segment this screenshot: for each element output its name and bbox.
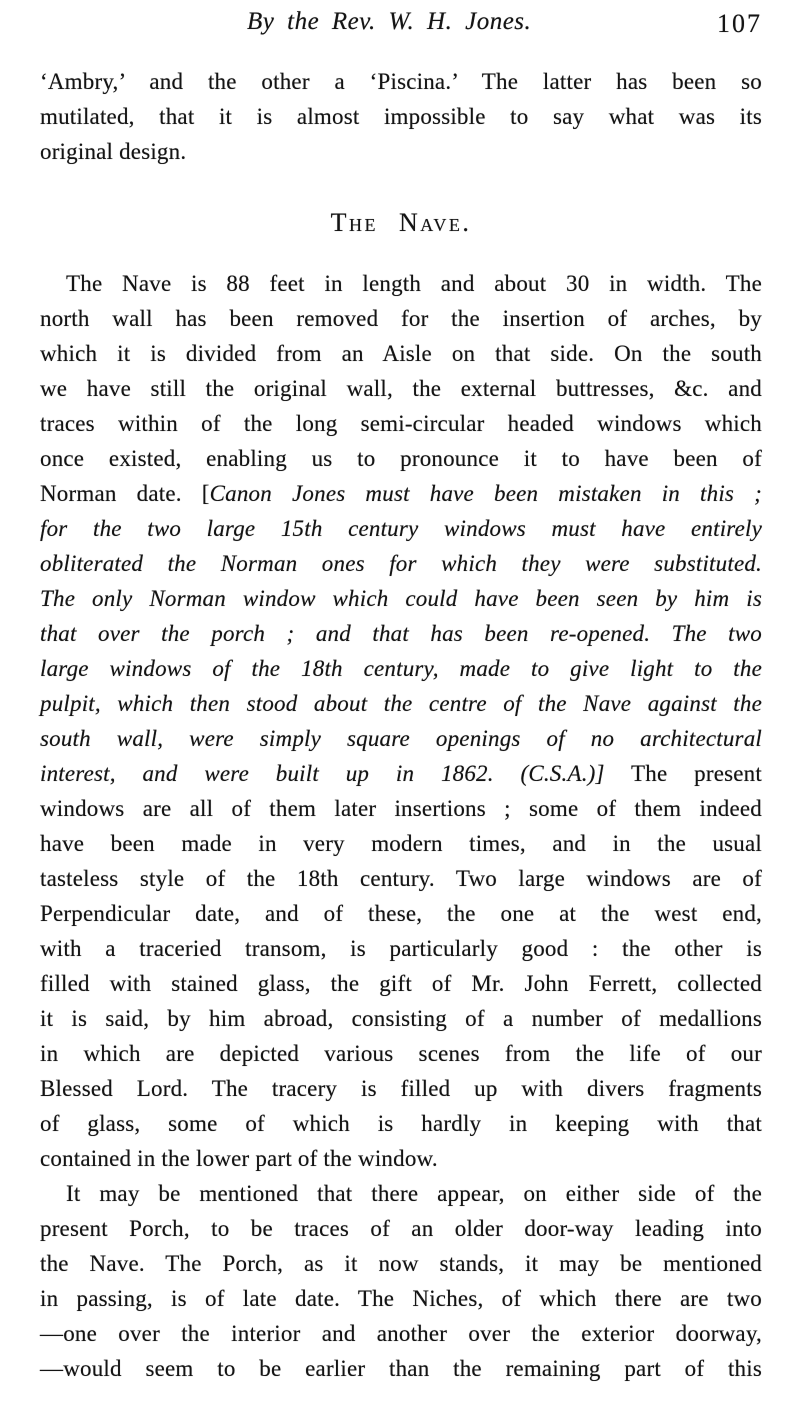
text-line: tasteless style of the 18th century. Two large windows are of [40,866,762,891]
text-line: obliterated the Norman ones for which they were substituted. [40,551,762,576]
text-line: ‘Ambry,’ and the other a ‘Piscina.’ The latter has been so [40,69,762,94]
text-line: mutilated, that it is almost impossible to say what was its [40,104,762,129]
text-line: interest, and were built up in 1862. (C.S.A.)] The present [40,761,762,786]
text-line: north wall has been removed for the insertion of arches, by [40,306,762,331]
text-line: of glass, some of which is hardly in keeping with that [40,1111,762,1136]
text-line: pulpit, which then stood about the centre of the Nave against the [40,691,762,716]
text-line: traces within of the long semi-circular headed windows which [40,411,762,436]
page-number: 107 [717,9,762,38]
text-line: Norman date. [Canon Jones must have been mistaken in this ; [40,481,763,506]
text-line: it is said, by him abroad, consisting of a number of medallions [40,1006,762,1031]
paragraph-ambry-piscina [40,64,762,169]
text-line: in which are depicted various scenes from the life of our [40,1041,762,1066]
paragraph-porch-niches [40,1176,762,1386]
text-line: have been made in very modern times, and in the usual [40,831,762,856]
text-line: windows are all of them later insertions ; some of them indeed [40,796,762,821]
text-line: for the two large 15th century windows must have entirely [40,516,762,541]
text-line: The only Norman window which could have been seen by him is [40,586,762,611]
text-line: Perpendicular date, and of these, the one at the west end, [40,901,762,926]
text-line: filled with stained glass, the gift of Mr. John Ferrett, collected [40,971,762,996]
text-line: with a traceried transom, is particularly good : the other is [40,936,762,961]
header-title: By the Rev. W. H. Jones. [247,8,532,35]
text-line: south wall, were simply square openings of no architectural [40,726,762,751]
text-line: —one over the interior and another over the exterior doorway, [40,1321,762,1346]
text-line: Blessed Lord. The tracery is filled up with divers fragments [40,1076,762,1101]
text-line: —would seem to be earlier than the remaining part of this [40,1356,762,1381]
text-line: present Porch, to be traces of an older door-way leading into [40,1216,762,1241]
text-line: in passing, is of late date. The Niches, of which there are two [40,1286,762,1311]
text-line: It may be mentioned that there appear, on either side of the [66,1181,762,1206]
text-line: contained in the lower part of the window. [40,1146,438,1171]
paragraph-the-nave [40,266,762,1176]
text-line: The Nave is 88 feet in length and about 30 in width. The [66,271,762,296]
text-line: once existed, enabling us to pronounce it to have been of [40,446,762,471]
text-line: we have still the original wall, the external buttresses, &c. and [40,376,762,401]
text-line: that over the porch ; and that has been re-opened. The two [40,621,762,646]
text-line: original design. [40,139,187,164]
text-line: large windows of the 18th century, made to give light to the [40,656,762,681]
text-line: the Nave. The Porch, as it now stands, it may be mentioned [40,1251,762,1276]
section-heading: The Nave. [330,208,472,237]
running-header [40,8,762,42]
text-line: which it is divided from an Aisle on that side. On the south [40,341,762,366]
